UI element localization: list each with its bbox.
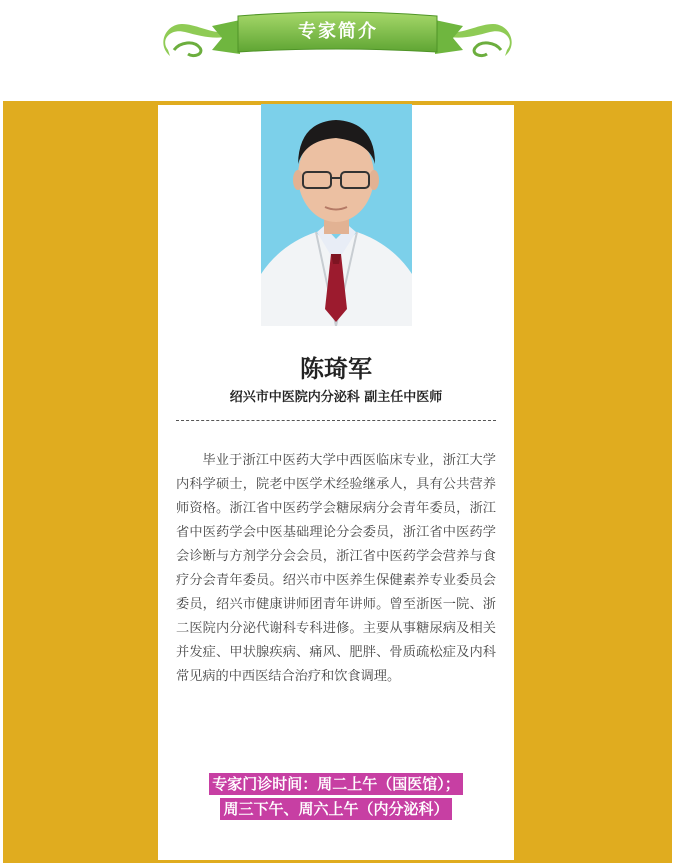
dashed-divider — [176, 420, 496, 421]
doctor-bio: 毕业于浙江中医药大学中西医临床专业，浙江大学内科学硕士，院老中医学术经验继承人，具有公共营养师资格。浙江省中医药学会糖尿病分会青年委员，浙江省中医药学会中医基础理论分会委员，浙江省中医药学会诊断与方剂学分会会员，浙江省中医药学会营养与食疗分会青年委员。绍兴市中医养生保健素养专业委员会委员，绍兴市健康讲师团青年讲师。曾至浙医一院、浙二医院内分泌代谢科专科进修。主要从事糖尿病及相关并发症、甲状腺疾病、痛风、肥胖、骨质疏松症及内科常见病的中西医结合治疗和饮食调理。 — [176, 453, 496, 684]
clinic-schedule-line-1: 专家门诊时间：周二上午（国医馆）； — [209, 773, 463, 795]
section-title: 专家简介 — [298, 21, 378, 42]
clinic-schedule-line-2: 周三下午、周六上午（内分泌科） — [220, 798, 451, 820]
doctor-photo — [261, 104, 412, 326]
doctor-position: 绍兴市中医院内分泌科 副主任中医师 — [229, 390, 443, 405]
doctor-name: 陈琦军 — [300, 355, 372, 383]
clinic-schedule — [158, 773, 514, 823]
